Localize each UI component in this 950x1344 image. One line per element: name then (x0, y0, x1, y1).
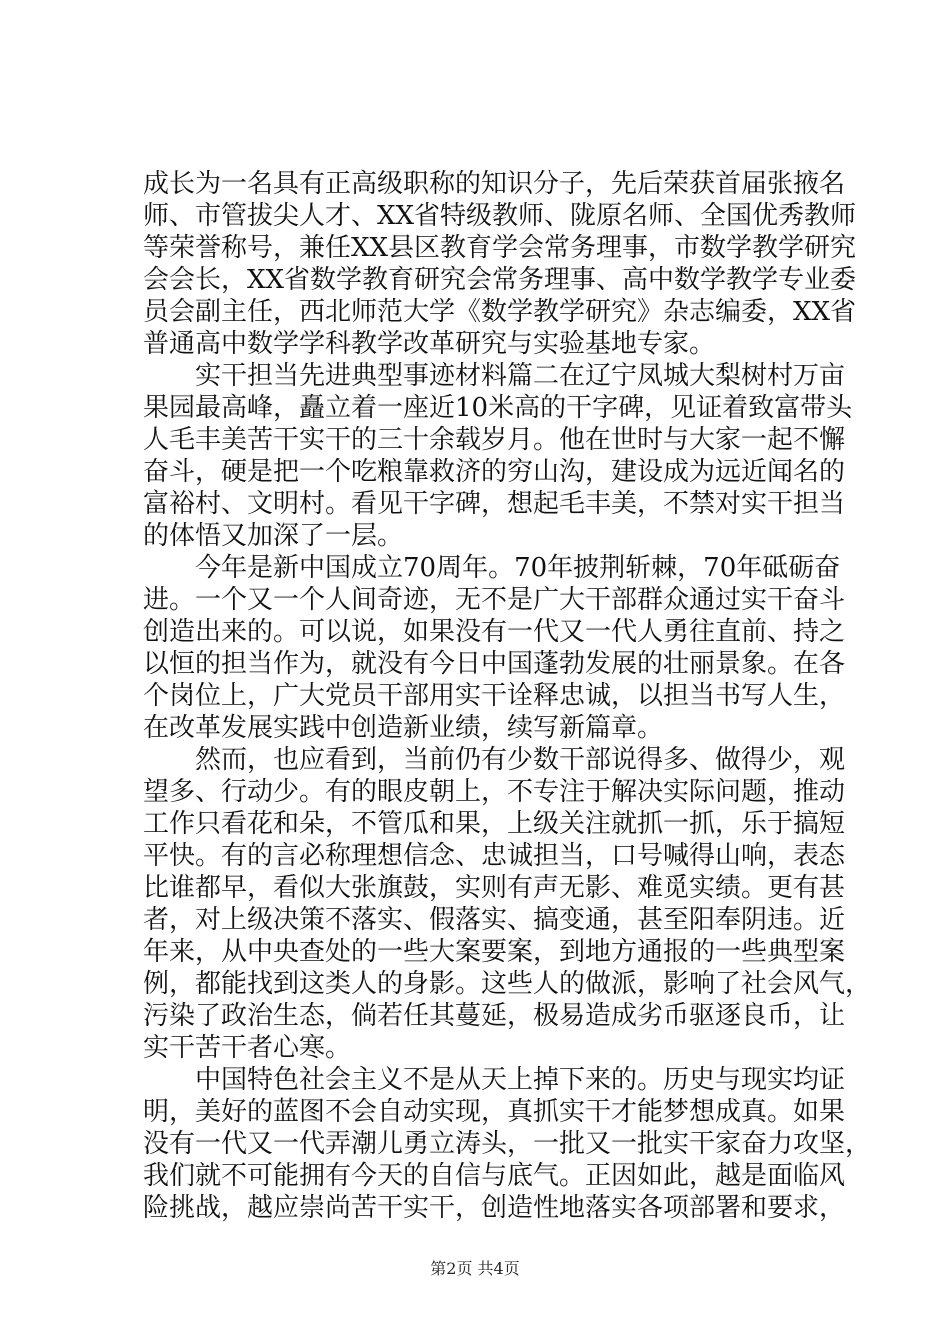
text-line: 成长为一名具有正高级职称的知识分子，先后荣获首届张掖名 (143, 169, 846, 199)
page-number-footer: 第2页 共4页 (430, 1259, 520, 1278)
paragraph-3 (143, 552, 846, 744)
text-line: 明，美好的蓝图不会自动实现，真抓实干才能梦想成真。如果 (143, 1097, 846, 1127)
text-line: 普通高中数学学科教学改革研究与实验基地专家。 (143, 329, 716, 359)
text-line: 富裕村、文明村。看见干字碑，想起毛丰美，不禁对实干担当 (143, 489, 846, 519)
text-line: 没有一代又一代弄潮儿勇立涛头，一批又一批实干家奋力攻坚， (143, 1129, 872, 1159)
text-line: 例，都能找到这类人的身影。这些人的做派，影响了社会风气， (143, 969, 872, 999)
text-line: 望多、行动少。有的眼皮朝上，不专注于解决实际问题，推动 (143, 777, 846, 807)
text-line: 等荣誉称号，兼任XX县区教育学会常务理事，市数学教学研究 (143, 233, 857, 263)
paragraph-5 (143, 1064, 872, 1224)
text-line: 污染了政治生态，倘若任其蔓延，极易造成劣币驱逐良币，让 (143, 1001, 846, 1031)
text-line: 师、市管拔尖人才、XX省特级教师、陇原名师、全国优秀教师 (143, 201, 857, 231)
text-line: 进。一个又一个人间奇迹，无不是广大干部群众通过实干奋斗 (143, 585, 846, 615)
text-line: 中国特色社会主义不是从天上掉下来的。历史与现实均证 (143, 1065, 846, 1095)
text-line: 实干担当先进典型事迹材料篇二在辽宁凤城大梨树村万亩 (143, 361, 846, 391)
text-line: 人毛丰美苦干实干的三十余载岁月。他在世时与大家一起不懈 (143, 425, 846, 455)
text-line: 我们就不可能拥有今天的自信与底气。正因如此，越是面临风 (143, 1161, 846, 1191)
text-line: 工作只看花和朵，不管瓜和果，上级关注就抓一抓，乐于搞短 (143, 809, 846, 839)
document-body (143, 168, 872, 1224)
text-line: 今年是新中国成立70周年。70年披荆斩棘，70年砥砺奋 (143, 553, 841, 583)
text-line: 员会副主任，西北师范大学《数学教学研究》杂志编委，XX省 (143, 297, 857, 327)
text-line: 实干苦干者心寒。 (143, 1033, 352, 1063)
text-line: 的体悟又加深了一层。 (143, 521, 404, 551)
text-line: 在改革发展实践中创造新业绩，续写新篇章。 (143, 713, 664, 743)
text-line: 比谁都早，看似大张旗鼓，实则有声无影、难觅实绩。更有甚 (143, 873, 846, 903)
text-line: 险挑战，越应崇尚苦干实干，创造性地落实各项部署和要求， (143, 1193, 846, 1223)
text-line: 年来，从中央查处的一些大案要案，到地方通报的一些典型案 (143, 937, 846, 967)
text-line: 平快。有的言必称理想信念、忠诚担当，口号喊得山响，表态 (143, 841, 846, 871)
paragraph-1 (143, 168, 857, 360)
text-line: 奋斗，硬是把一个吃粮靠救济的穷山沟，建设成为远近闻名的 (143, 457, 846, 487)
text-line: 然而，也应看到，当前仍有少数干部说得多、做得少，观 (143, 745, 846, 775)
paragraph-4 (143, 744, 872, 1064)
text-line: 者，对上级决策不落实、假落实、搞变通，甚至阳奉阴违。近 (143, 905, 846, 935)
text-line: 会会长，XX省数学教育研究会常务理事、高中数学教学专业委 (143, 265, 857, 295)
text-line: 创造出来的。可以说，如果没有一代又一代人勇往直前、持之 (143, 617, 846, 647)
text-line: 以恒的担当作为，就没有今日中国蓬勃发展的壮丽景象。在各 (143, 649, 846, 679)
text-line: 个岗位上，广大党员干部用实干诠释忠诚，以担当书写人生， (143, 681, 846, 711)
text-line: 果园最高峰，矗立着一座近10米高的干字碑，见证着致富带头 (143, 393, 853, 423)
paragraph-2 (143, 360, 853, 552)
